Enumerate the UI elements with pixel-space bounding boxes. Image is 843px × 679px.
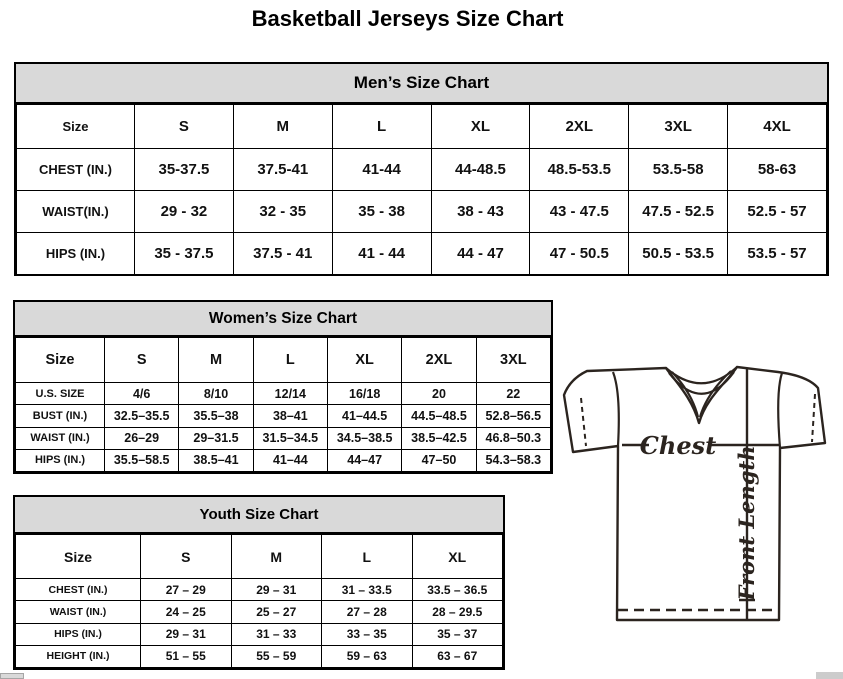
size-cell: 29 – 31 xyxy=(231,579,322,601)
size-cell: 41–44 xyxy=(253,449,327,471)
size-cell: 20 xyxy=(402,383,476,405)
size-cell: 35-37.5 xyxy=(135,149,234,191)
size-cell: 44–47 xyxy=(327,449,401,471)
page-title: Basketball Jerseys Size Chart xyxy=(251,6,564,31)
size-cell: 44.5–48.5 xyxy=(402,405,476,427)
column-header: XL xyxy=(431,105,530,149)
table-row xyxy=(16,623,503,645)
column-header: Size xyxy=(16,535,141,579)
column-header: XL xyxy=(412,535,503,579)
size-cell: 22 xyxy=(476,383,550,405)
size-header-row xyxy=(16,338,551,383)
size-cell: 47–50 xyxy=(402,449,476,471)
size-cell: 47.5 - 52.5 xyxy=(629,191,728,233)
size-cell: 48.5-53.5 xyxy=(530,149,629,191)
size-cell: 35.5–58.5 xyxy=(105,449,179,471)
row-label: CHEST (IN.) xyxy=(16,579,141,601)
size-cell: 52.5 - 57 xyxy=(728,191,827,233)
row-label: HIPS (IN.) xyxy=(17,233,135,275)
size-cell: 53.5-58 xyxy=(629,149,728,191)
size-cell: 38–41 xyxy=(253,405,327,427)
size-cell: 44 - 47 xyxy=(431,233,530,275)
size-cell: 58-63 xyxy=(728,149,827,191)
scrollbar-fragment-left[interactable] xyxy=(0,673,24,679)
size-cell: 35 – 37 xyxy=(412,623,503,645)
column-header: 4XL xyxy=(728,105,827,149)
column-header: L xyxy=(332,105,431,149)
size-cell: 41 - 44 xyxy=(332,233,431,275)
size-cell: 52.8–56.5 xyxy=(476,405,550,427)
size-cell: 28 – 29.5 xyxy=(412,601,503,623)
table-row xyxy=(16,383,551,405)
size-cell: 29–31.5 xyxy=(179,427,253,449)
size-cell: 44-48.5 xyxy=(431,149,530,191)
size-header-row xyxy=(16,535,503,579)
size-cell: 33 – 35 xyxy=(322,623,413,645)
column-header: Size xyxy=(17,105,135,149)
table-row xyxy=(17,191,827,233)
size-cell: 37.5 - 41 xyxy=(233,233,332,275)
size-cell: 12/14 xyxy=(253,383,327,405)
size-cell: 41–44.5 xyxy=(327,405,401,427)
size-cell: 59 – 63 xyxy=(322,645,413,667)
size-cell: 51 – 55 xyxy=(141,645,232,667)
column-header: 2XL xyxy=(402,338,476,383)
column-header: L xyxy=(253,338,327,383)
front-length-label: Front Length xyxy=(734,445,759,601)
mens-size-chart-heading: Men’s Size Chart xyxy=(16,64,827,104)
row-label: HIPS (IN.) xyxy=(16,449,105,471)
size-table xyxy=(15,337,551,472)
row-label: HIPS (IN.) xyxy=(16,623,141,645)
size-cell: 25 – 27 xyxy=(231,601,322,623)
size-cell: 50.5 - 53.5 xyxy=(629,233,728,275)
row-label: U.S. SIZE xyxy=(16,383,105,405)
size-cell: 63 – 67 xyxy=(412,645,503,667)
table-row xyxy=(16,449,551,471)
womens-size-chart-heading: Women’s Size Chart xyxy=(15,302,551,337)
size-cell: 38 - 43 xyxy=(431,191,530,233)
size-cell: 53.5 - 57 xyxy=(728,233,827,275)
scrollbar-fragment-right[interactable] xyxy=(816,672,843,679)
size-header-row xyxy=(17,105,827,149)
size-cell: 47 - 50.5 xyxy=(530,233,629,275)
column-header: M xyxy=(231,535,322,579)
size-cell: 31.5–34.5 xyxy=(253,427,327,449)
size-cell: 27 – 29 xyxy=(141,579,232,601)
size-cell: 35 - 38 xyxy=(332,191,431,233)
table-row xyxy=(16,427,551,449)
table-row xyxy=(16,579,503,601)
size-cell: 54.3–58.3 xyxy=(476,449,550,471)
youth-size-chart-table xyxy=(13,495,505,670)
mens-size-chart-table xyxy=(14,62,829,276)
row-label: WAIST(IN.) xyxy=(17,191,135,233)
youth-size-chart-heading: Youth Size Chart xyxy=(15,497,503,534)
table-row xyxy=(16,405,551,427)
size-cell: 32.5–35.5 xyxy=(105,405,179,427)
size-cell: 41-44 xyxy=(332,149,431,191)
row-label: WAIST (IN.) xyxy=(16,427,105,449)
table-row xyxy=(17,233,827,275)
column-header: 2XL xyxy=(530,105,629,149)
jersey-measurement-diagram xyxy=(556,355,842,623)
table-row xyxy=(16,601,503,623)
size-cell: 38.5–42.5 xyxy=(402,427,476,449)
size-cell: 43 - 47.5 xyxy=(530,191,629,233)
size-cell: 55 – 59 xyxy=(231,645,322,667)
row-label: WAIST (IN.) xyxy=(16,601,141,623)
size-cell: 37.5-41 xyxy=(233,149,332,191)
size-cell: 35.5–38 xyxy=(179,405,253,427)
size-cell: 26–29 xyxy=(105,427,179,449)
row-label: BUST (IN.) xyxy=(16,405,105,427)
column-header: S xyxy=(141,535,232,579)
size-cell: 34.5–38.5 xyxy=(327,427,401,449)
size-table xyxy=(15,534,503,668)
size-cell: 8/10 xyxy=(179,383,253,405)
column-header: 3XL xyxy=(476,338,550,383)
row-label: CHEST (IN.) xyxy=(17,149,135,191)
size-cell: 31 – 33 xyxy=(231,623,322,645)
size-cell: 27 – 28 xyxy=(322,601,413,623)
chest-label: Chest xyxy=(639,431,717,460)
size-cell: 29 – 31 xyxy=(141,623,232,645)
size-cell: 35 - 37.5 xyxy=(135,233,234,275)
column-header: XL xyxy=(327,338,401,383)
column-header: S xyxy=(105,338,179,383)
column-header: S xyxy=(135,105,234,149)
column-header: L xyxy=(322,535,413,579)
column-header: M xyxy=(233,105,332,149)
womens-size-chart-table xyxy=(13,300,553,474)
table-row xyxy=(16,645,503,667)
column-header: M xyxy=(179,338,253,383)
size-cell: 24 – 25 xyxy=(141,601,232,623)
size-cell: 33.5 – 36.5 xyxy=(412,579,503,601)
size-cell: 38.5–41 xyxy=(179,449,253,471)
size-cell: 32 - 35 xyxy=(233,191,332,233)
size-cell: 16/18 xyxy=(327,383,401,405)
size-cell: 46.8–50.3 xyxy=(476,427,550,449)
size-cell: 29 - 32 xyxy=(135,191,234,233)
table-row xyxy=(17,149,827,191)
size-cell: 31 – 33.5 xyxy=(322,579,413,601)
row-label: HEIGHT (IN.) xyxy=(16,645,141,667)
size-table xyxy=(16,104,827,275)
size-cell: 4/6 xyxy=(105,383,179,405)
column-header: Size xyxy=(16,338,105,383)
column-header: 3XL xyxy=(629,105,728,149)
